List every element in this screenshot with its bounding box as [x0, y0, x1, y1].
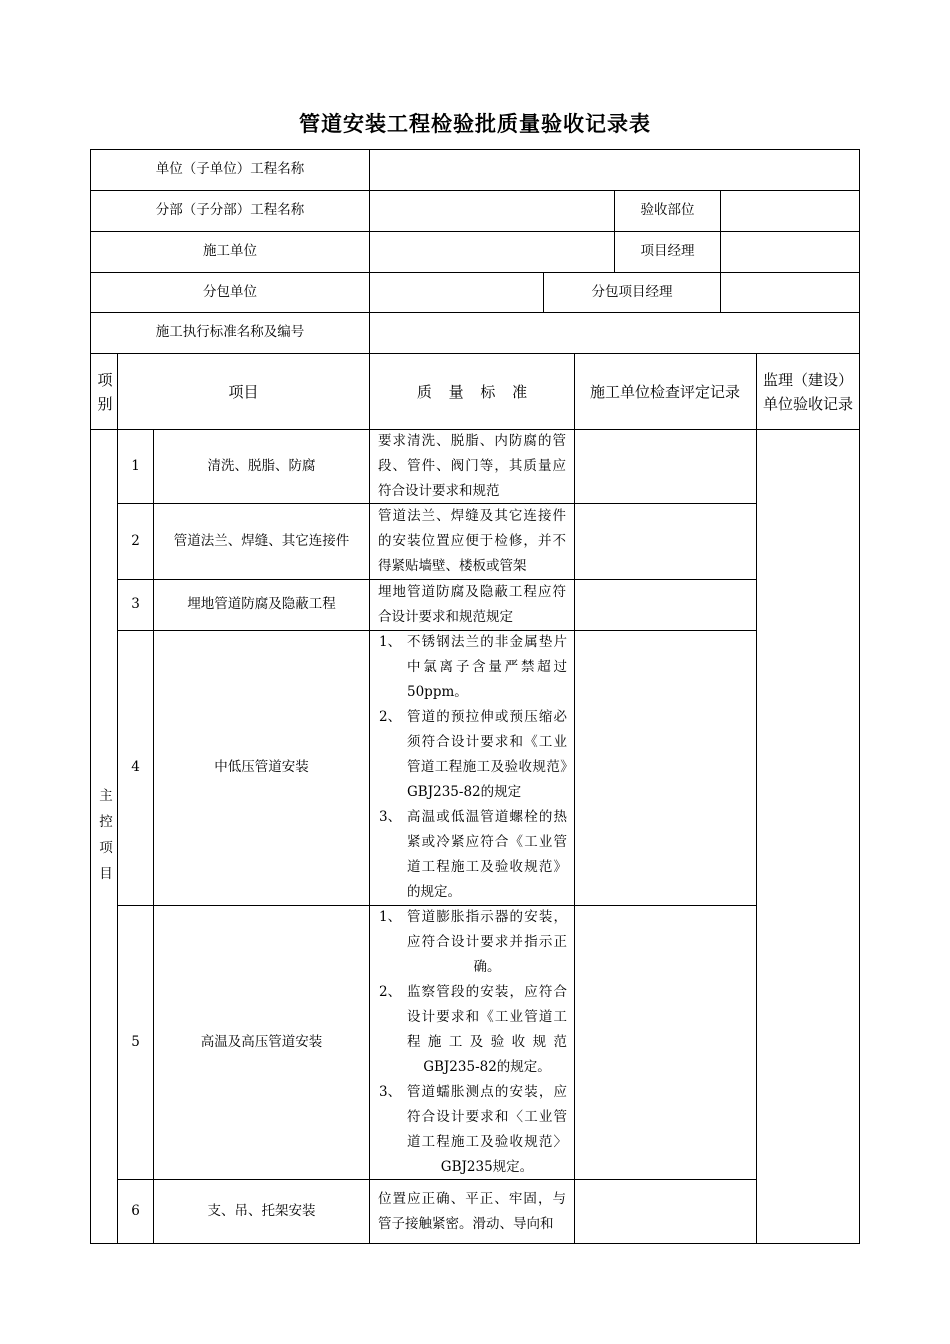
list-item: 1、 管道膨胀指示器的安装，应符合设计要求并指示正确。 [379, 909, 567, 975]
unit-project-name-label: 单位（子单位）工程名称 [155, 161, 305, 178]
item-6-no: 6 [131, 1202, 140, 1219]
item-3-name: 埋地管道防腐及隐蔽工程 [187, 596, 336, 613]
list-item: 2、 管道的预拉伸或预压缩必须符合设计要求和《工业管道工程施工及验收规范》GBJ235-82的规定 [379, 709, 567, 800]
item-1-name: 清洗、脱脂、防腐 [207, 457, 316, 474]
subcontract-manager-label: 分包项目经理 [591, 283, 673, 300]
list-item: 3、 管道蠕胀测点的安装，应符合设计要求和〈工业管道工程施工及验收规范〉GBJ235规定。 [379, 1084, 567, 1175]
list-item: 1、 不锈钢法兰的非金属垫片中氯离子含量严禁超过50ppm。 [379, 634, 567, 700]
supervision-record-header: 监理（建设）单位验收记录 [762, 370, 853, 413]
item-6-name: 支、吊、托架安装 [207, 1202, 316, 1219]
subcontract-unit-label: 分包单位 [203, 283, 257, 300]
construction-unit-label: 施工单位 [203, 243, 257, 260]
item-3-standard: 埋地管道防腐及隐蔽工程应符合设计要求和规范规定 [378, 584, 566, 625]
category-header: 项别 [97, 370, 113, 413]
page-title: 管道安装工程检验批质量验收记录表 [299, 111, 651, 136]
item-4-standard [379, 630, 567, 905]
item-4-name: 中低压管道安装 [214, 759, 309, 776]
item-5-standard [379, 905, 567, 1180]
standard-name-label: 施工执行标准名称及编号 [155, 324, 305, 341]
acceptance-location-label: 验收部位 [640, 202, 695, 219]
item-header: 项目 [228, 382, 259, 401]
list-item: 3、 高温或低温管道螺栓的热紧或冷紧应符合《工业管道工程施工及验收规范》的规定。 [379, 809, 567, 900]
item-5-name: 高温及高压管道安装 [200, 1033, 323, 1050]
item-1-standard: 要求清洗、脱脂、内防腐的管段、管件、阀门等，其质量应符合设计要求和规范 [378, 433, 566, 499]
item-3-no: 3 [131, 596, 140, 613]
section-label: 主控项目 [99, 788, 113, 882]
construction-check-header: 施工单位检查评定记录 [589, 382, 740, 401]
item-2-no: 2 [131, 532, 140, 549]
item-1-no: 1 [131, 457, 140, 474]
item-2-standard: 管道法兰、焊缝及其它连接件的安装位置应便于检修，并不得紧贴墙壁、楼板或管架 [378, 508, 566, 574]
item-2-name: 管道法兰、焊缝、其它连接件 [173, 532, 350, 549]
sub-project-name-label: 分部（子分部）工程名称 [155, 202, 305, 219]
item-4-no: 4 [131, 759, 140, 776]
list-item: 2、 监察管段的安装，应符合设计要求和《工业管道工程施工及验收规范GBJ235-82的规定。 [379, 984, 567, 1075]
item-5-no: 5 [131, 1033, 140, 1050]
item-6-standard: 位置应正确、平正、牢固，与管子接触紧密。滑动、导向和 [378, 1191, 566, 1232]
project-manager-label: 项目经理 [640, 243, 695, 260]
quality-standard-header: 质 量 标 准 [416, 382, 528, 401]
